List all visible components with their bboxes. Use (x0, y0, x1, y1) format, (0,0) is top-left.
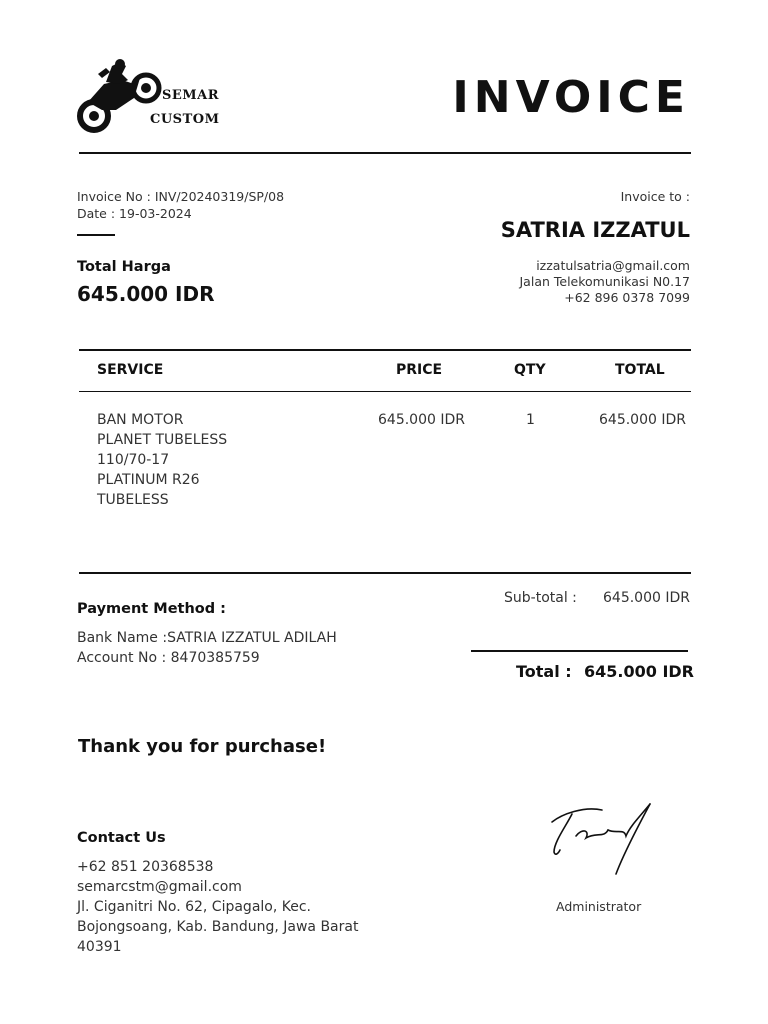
table-row-service (97, 410, 227, 510)
client-phone: +62 896 0378 7099 (564, 290, 690, 305)
contact-phone: +62 851 20368538 (77, 859, 214, 875)
header-qty: QTY (514, 362, 546, 378)
client-email: izzatulsatria@gmail.com (536, 258, 690, 273)
logo-text-line1: SEMAR (162, 88, 220, 103)
signature (546, 800, 658, 880)
header-divider (79, 152, 691, 154)
service-line: BAN MOTOR (97, 412, 184, 428)
client-info (520, 258, 691, 306)
payment-bank: Bank Name :SATRIA IZZATUL ADILAH (77, 630, 337, 646)
invoice-to-label: Invoice to : (620, 189, 690, 204)
table-top-rule (79, 349, 691, 351)
total-harga-value: 645.000 IDR (77, 282, 215, 306)
grand-total-label: Total : (516, 662, 572, 681)
contact-details (77, 857, 358, 957)
contact-title: Contact Us (77, 830, 166, 846)
table-row-qty: 1 (526, 412, 535, 428)
table-header-rule (79, 391, 691, 392)
signature-role: Administrator (556, 899, 642, 914)
total-harga-label: Total Harga (77, 259, 171, 275)
thank-you-message: Thank you for purchase! (78, 736, 327, 757)
table-row-total: 645.000 IDR (599, 412, 686, 428)
client-name: SATRIA IZZATUL (500, 218, 690, 242)
document-title: INVOICE (452, 72, 690, 123)
contact-address-line: 40391 (77, 939, 122, 955)
payment-method-title: Payment Method : (77, 601, 226, 617)
service-line: PLATINUM R26 (97, 472, 200, 488)
header-total: TOTAL (615, 362, 665, 378)
table-bottom-rule (79, 572, 691, 574)
header-price: PRICE (396, 362, 443, 378)
client-address: Jalan Telekomunikasi N0.17 (519, 274, 690, 289)
summary-divider (471, 650, 688, 652)
contact-email: semarcstm@gmail.com (77, 879, 242, 895)
invoice-date: Date : 19-03-2024 (77, 206, 192, 221)
contact-address-line: Bojongsoang, Kab. Bandung, Jawa Barat (77, 919, 359, 935)
grand-total-value: 645.000 IDR (584, 662, 694, 681)
service-line: PLANET TUBELESS (97, 432, 228, 448)
table-row-price: 645.000 IDR (378, 412, 465, 428)
contact-address-line: Jl. Ciganitri No. 62, Cipagalo, Kec. (77, 899, 312, 915)
brand-logo (76, 58, 226, 136)
subtotal-label: Sub-total : (504, 590, 577, 606)
service-line: TUBELESS (97, 492, 169, 508)
payment-account: Account No : 8470385759 (77, 650, 260, 666)
invoice-number: Invoice No : INV/20240319/SP/08 (77, 189, 285, 204)
logo-text-line2: CUSTOM (150, 112, 220, 127)
meta-divider (77, 234, 115, 236)
header-service: SERVICE (97, 362, 164, 378)
subtotal-value: 645.000 IDR (603, 590, 690, 606)
signature-icon (546, 800, 658, 880)
service-line: 110/70-17 (97, 452, 170, 468)
